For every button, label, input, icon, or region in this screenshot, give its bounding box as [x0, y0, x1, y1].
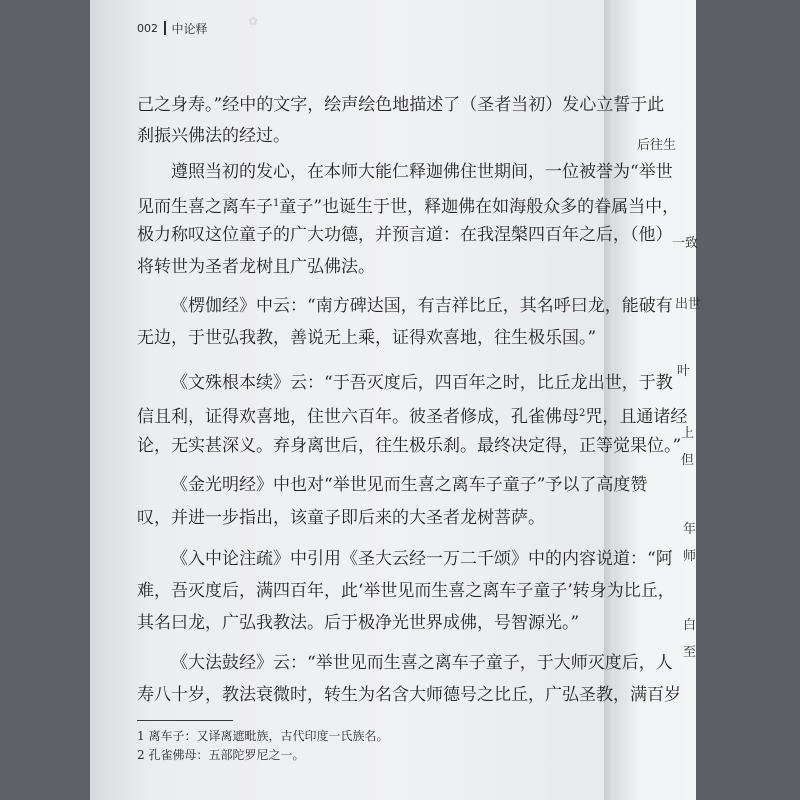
paragraph-line: 《入中论注疏》中引用《圣大云经一万二千颂》中的内容说道：“阿: [171, 549, 673, 569]
bleed-through-header: ✿: [248, 14, 259, 28]
paragraph-line: 《大法鼓经》云：“举世见而生喜之离车子童子，于大师灭度后，人: [171, 653, 673, 673]
paragraph-line: 极力称叹这位童子的广大功德，并预言道：在我涅槃四百年之后，（他）: [137, 225, 673, 245]
paragraph-line: 《文殊根本续》云：“于吾灭度后，四百年之时，比丘龙出世，于教: [171, 373, 673, 393]
right-page-text: 但: [681, 453, 695, 468]
paragraph-line: 论，无实甚深义。弃身离世后，往生极乐刹。最终决定得，正等觉果位。”: [137, 436, 682, 456]
paragraph-line: 己之身寿。”经中的文字，绘声绘色地描述了（圣者当初）发心立誓于此: [137, 95, 665, 115]
right-page-text: 上: [681, 426, 695, 441]
paragraph-line: 《楞伽经》中云：“南方碑达国，有吉祥比丘，其名呼曰龙，能破有: [171, 296, 673, 316]
right-page-text: 叶: [677, 364, 691, 379]
right-page-text: 至: [683, 645, 697, 660]
paragraph-line: [137, 193, 679, 215]
paragraph-line: 难，吾灭度后，满四百年，此‘举世见而生喜之离车子童子’转身为比丘，: [137, 581, 675, 601]
right-page-text: 年: [683, 522, 697, 537]
paragraph-line: 《金光明经》中也对“举世见而生喜之离车子童子”予以了高度赞: [171, 475, 648, 495]
background: [696, 0, 800, 800]
left-page: [90, 0, 608, 800]
paragraph-line: 无边，于世弘我教，善说无上乘，证得欢喜地，往生极乐国。”: [137, 328, 597, 348]
page-number: 002: [137, 21, 158, 35]
running-header: [137, 18, 208, 38]
right-page-text: 出世: [675, 297, 702, 312]
book-title: 中论释: [171, 21, 208, 36]
text-run: 信且利，证得欢喜地，住世六百年。彼圣者修成，孔雀佛母: [137, 407, 579, 427]
footnote: 1 离车子：又译离遮毗族，古代印度一氏族名。: [137, 729, 389, 743]
paragraph-line: 叹，并进一步指出，该童子即后来的大圣者龙树菩萨。: [137, 508, 545, 528]
right-page: [614, 0, 699, 800]
text-run: 咒，且通诸经: [585, 407, 688, 427]
paragraph-line: 将转世为圣者龙树且广弘佛法。: [137, 257, 375, 277]
right-page-text: 白: [683, 618, 697, 633]
footnote-rule: [137, 720, 233, 721]
footnote-ref: 2: [579, 408, 586, 419]
footnote: 2 孔雀佛母：五部陀罗尼之一。: [137, 748, 305, 762]
text-run: 童子”也诞生于世，释迦佛在如海般众多的眷属当中，: [279, 197, 680, 217]
paragraph-line: 刹振兴佛法的经过。: [137, 126, 290, 146]
paragraph-line: 寿八十岁，教法衰微时，转生为名含大师德号之比丘，广弘圣教，满百岁: [137, 685, 681, 705]
right-page-text: 后往生: [637, 138, 677, 153]
text-run: 见而生喜之离车子: [137, 197, 273, 217]
header-divider: [164, 21, 166, 35]
right-page-text: 师: [683, 549, 697, 564]
paragraph-line: 其名曰龙，广弘我教法。后于极净光世界成佛，号智源光。”: [137, 613, 580, 633]
footnote-ref: 1: [273, 198, 280, 209]
paragraph-line: [137, 403, 687, 425]
paragraph-line: 遵照当初的发心，在本师大能仁释迦佛住世期间，一位被誉为“举世: [171, 162, 673, 182]
right-page-text: 一致: [672, 236, 699, 251]
